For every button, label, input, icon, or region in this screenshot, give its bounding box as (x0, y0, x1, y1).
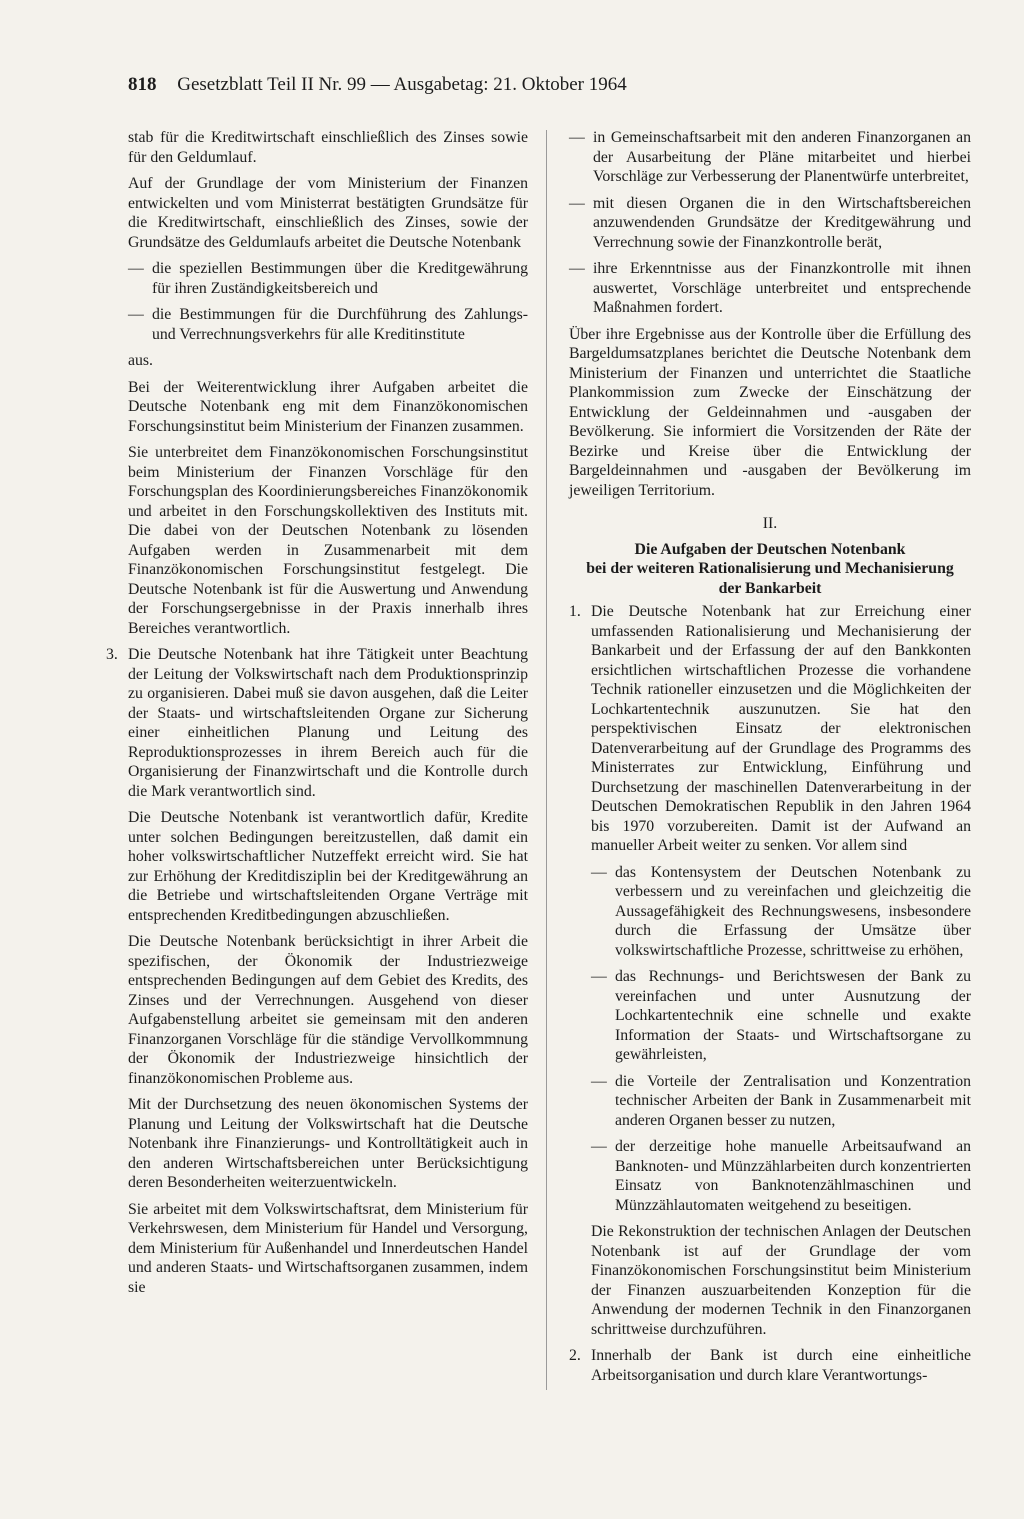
dash-marker: — (591, 1072, 607, 1090)
dash-marker: — (591, 968, 607, 985)
dash-marker: — (591, 1138, 607, 1155)
list-item: — die Bestimmungen für die Durchführung des Zahlungs- und Verrechnungsverkehrs für alle Kreditinstitute (128, 306, 528, 343)
item-number: 2. (569, 1347, 581, 1364)
section-title-line: bei der weiteren Rationalisierung und Mechanisierung (586, 560, 954, 577)
list-item: — in Gemeinschaftsarbeit mit den anderen Finanzorganen an der Ausarbeitung der Pläne mitarbeitet und hierbei Vorschläge zur Verbesserung der Planentwürfe unterbreitet, (569, 129, 971, 185)
dash-marker: — (128, 306, 144, 323)
dash-marker: — (128, 260, 144, 277)
paragraph: Über ihre Ergebnisse aus der Kontrolle über die Erfüllung des Bargeldumsatzplanes berichtet die Deutsche Notenbank dem Ministerium der Finanzen und unterrichtet die Staatliche Plankommission zum Zwecke der Einschätzung der Entwicklung der Geldeinnahmen und -ausgaben der Bevölkerung. Sie informiert die Vorsitzenden der Räte der Bezirke und Kreise über die Entwicklung der Bargeldeinnahmen und -ausgaben der Bevölkerung im jeweiligen Territorium. (569, 325, 971, 499)
list-item: — der derzeitige hohe manuelle Arbeitsaufwand an Banknoten- und Münzzählarbeiten durch konzentrierten Einsatz von Banknotenzählmaschinen und Münzzählautomaten weitgehend zu beseitigen. (591, 1138, 971, 1214)
list-item: — die Vorteile der Zentralisation und Konzentration technischer Arbeiten der Bank in Zusammenarbeit mit anderen Organen besser zu nutzen, (591, 1072, 971, 1129)
numbered-item: 3. Die Deutsche Notenbank hat ihre Tätigkeit unter Beachtung der Leitung der Volkswirtschaft nach dem Produktionsprinzip zu organisieren. Dabei muß sie davon ausgehen, daß die Leiter der Staats- und wirtschaftsleitenden Organe zur Sicherung einer einheitlichen Planung und Leitung des Reproduktionsprozesses in ihrem Bereich auch für die Organisierung der Finanzwirtschaft und die Kontrolle durch die Mark verantwortlich sind. (106, 646, 528, 800)
item-number: 3. (106, 646, 118, 663)
paragraph: stab für die Kreditwirtschaft einschließlich des Zinses sowie für den Geldumlauf. (128, 129, 528, 166)
column-divider (546, 130, 547, 1390)
section-title-line: Die Aufgaben der Deutschen Notenbank (634, 540, 906, 558)
paragraph: Sie unterbreitet dem Finanzökonomischen Forschungsinstitut beim Ministerium der Finanzen Vorschläge für den Forschungsplan des Koordinierungsbereiches Finanzökonomik und arbeitet in den Forschungskollektiven des Instituts mit. Die dabei von der Deutschen Notenbank zu lösenden Aufgaben werden in Zusammenarbeit mit dem Finanzökonomischen Forschungsinstitut festgelegt. Die Deutsche Notenbank ist für die Auswertung und Anwendung der Forschungsergebnisse in der Praxis innerhalb ihres Bereiches verantwortlich. (128, 444, 528, 637)
gazette-title: Gesetzblatt Teil II Nr. 99 — Ausgabetag: 21. Oktober 1964 (177, 74, 627, 95)
dash-list (569, 863, 971, 1216)
dash-list (569, 128, 971, 318)
numbered-item: 2. Innerhalb der Bank ist durch eine einheitliche Arbeitsorganisation und durch klare Verantwortungs- (569, 1347, 971, 1384)
right-column (569, 128, 971, 1392)
list-item: — mit diesen Organen die in den Wirtschaftsbereichen anzuwendenden Grundsätze der Kreditgewährung und Verrechnung sowie der Finanzkontrolle berät, (569, 194, 971, 251)
list-item: — das Kontensystem der Deutschen Notenbank zu verbessern und zu vereinfachen und gleichzeitig die Aussagefähigkeit des Rechnungswesens, insbesondere durch die Erfassung der Umsätze über volkswirtschaftliche Prozesse, schrittweise zu erhöhen, (591, 863, 971, 959)
section-title-line: der Bankarbeit (718, 579, 822, 597)
dash-marker: — (591, 863, 607, 881)
dash-marker: — (569, 260, 585, 277)
paragraph: Sie arbeitet mit dem Volkswirtschaftsrat, dem Ministerium für Verkehrswesen, dem Ministerium für Handel und Versorgung, dem Ministerium für Außenhandel und Innerdeutschen Handel und anderen Staats- und Wirtschaftsorganen zusammen, indem sie (128, 1200, 528, 1296)
numbered-item: 1. Die Deutsche Notenbank hat zur Erreichung einer umfassenden Rationalisierung und Mechanisierung der Bankarbeit und der Erfassung der auf den Bankkonten ersichtlichen wirtschaftlichen Prozesse die vorhandene Technik rationeller einzusetzen und die Möglichkeiten der Lochkartentechnik auszunutzen. Sie hat den perspektivischen Einsatz der elektronischen Datenverarbeitung auf der Grundlage des Programms des Ministerrates zur Entwicklung, Einführung und Durchsetzung der maschinellen Datenverarbeitung in der Deutschen Demokratischen Republik in den Jahren 1964 bis 1970 vorzubereiten. Damit ist der Aufwand an manueller Arbeit weiter zu senken. Vor allem sind (569, 603, 971, 854)
paragraph: Bei der Weiterentwicklung ihrer Aufgaben arbeitet die Deutsche Notenbank eng mit dem Finanzökonomischen Forschungsinstitut beim Ministerium der Finanzen zusammen. (128, 378, 528, 435)
section-title (569, 540, 971, 599)
dash-list (128, 259, 528, 344)
dash-marker: — (569, 129, 585, 146)
paragraph: Die Deutsche Notenbank ist verantwortlich dafür, Kredite unter solchen Bedingungen bereitzustellen, daß damit ein hoher volkswirtschaftlicher Nutzeffekt erreicht wird. Sie hat zur Erhöhung der Kreditdisziplin bei der Kreditgewährung an die Betriebe und wirtschaftsleitenden Organe Verträge mit entsprechenden Kreditbedingungen abzuschließen. (128, 809, 528, 924)
dash-marker: — (569, 194, 585, 212)
item-number: 1. (569, 603, 581, 620)
paragraph: Auf der Grundlage der vom Ministerium der Finanzen entwickelten und vom Ministerrat bestätigten Grundsätze für die Kreditwirtschaft, einschließlich des Zinses, sowie der Grundsätze des Geldumlaufs arbeitet die Deutsche Notenbank (128, 175, 528, 251)
paragraph: Die Rekonstruktion der technischen Anlagen der Deutschen Notenbank ist auf der Grundlage der vom Finanzökonomischen Forschungsinstitut beim Ministerium der Finanzen auszuarbeitenden Konzeption für die Anwendung der modernen Technik in den Finanzorganen schrittweise durchzuführen. (591, 1223, 971, 1338)
page-header (128, 74, 808, 96)
list-item: — ihre Erkenntnisse aus der Finanzkontrolle mit ihnen auswertet, Vorschläge unterbreitet und entsprechende Maßnahmen fordert. (569, 260, 971, 316)
paragraph: aus. (128, 352, 154, 369)
section-number: II. (762, 515, 778, 532)
page-number: 818 (128, 74, 157, 95)
list-item: — das Rechnungs- und Berichtswesen der Bank zu vereinfachen und unter Ausnutzung der Lochkartentechnik eine schnelle und exakte Information der Staats- und Wirtschaftsorgane zu gewährleisten, (591, 968, 971, 1063)
list-item: — die speziellen Bestimmungen über die Kreditgewährung für ihren Zuständigkeitsbereich und (128, 260, 528, 297)
left-column (106, 128, 528, 1304)
paragraph: Mit der Durchsetzung des neuen ökonomischen Systems der Planung und Leitung der Volkswirtschaft hat die Deutsche Notenbank ihre Finanzierungs- und Kontrolltätigkeit auch in den anderen Wirtschaftsbereichen unter Berücksichtigung deren Besonderheiten weiterzuentwickeln. (128, 1096, 528, 1191)
paragraph: Die Deutsche Notenbank berücksichtigt in ihrer Arbeit die spezifischen, der Ökonomik der Industriezweige entsprechenden Bedingungen auf dem Gebiet des Kredits, des Zinses und der Verrechnungen. Ausgehend von dieser Aufgabenstellung arbeitet sie gemeinsam mit den anderen Finanzorganen Vorschläge für die ständige Vervollkommnung der Ökonomik der Industriezweige hinsichtlich der finanzökonomischen Probleme aus. (128, 933, 528, 1087)
